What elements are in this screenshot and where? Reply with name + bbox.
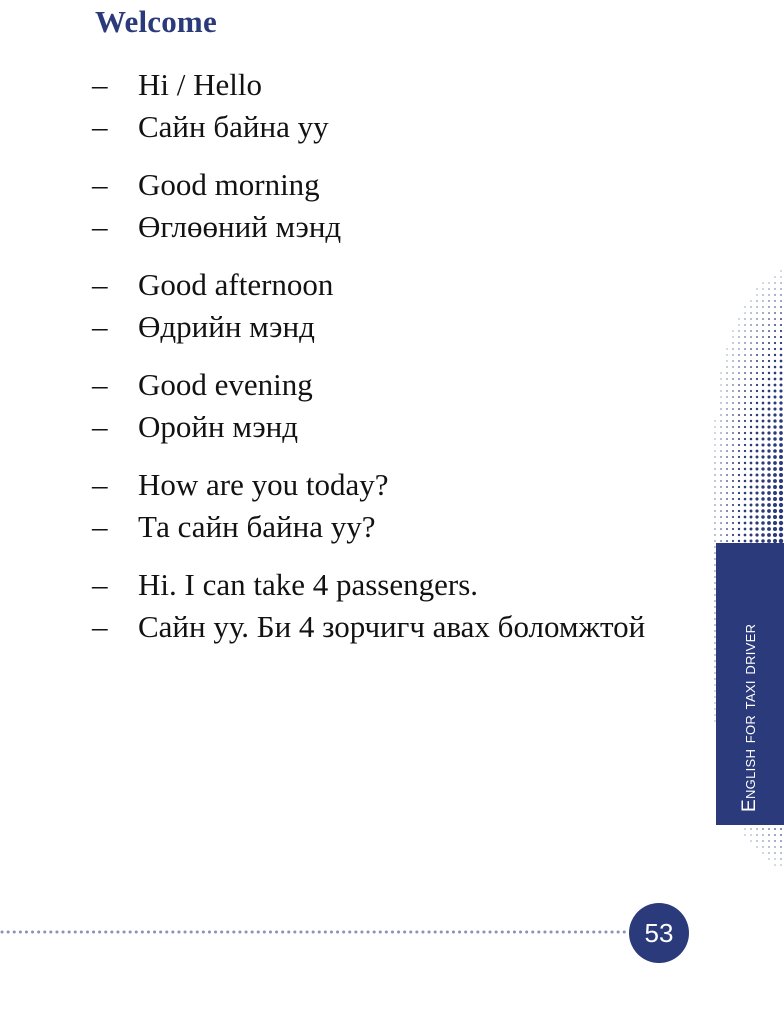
mongolian-phrase bbox=[92, 106, 674, 148]
mongolian-phrase bbox=[92, 606, 674, 648]
english-phrase bbox=[92, 564, 674, 606]
phrase-pair bbox=[92, 264, 674, 348]
page-title: Welcome bbox=[95, 4, 217, 39]
english-phrase bbox=[92, 264, 674, 306]
dotted-rule bbox=[0, 929, 628, 935]
dash-marker: – bbox=[92, 609, 108, 644]
mongolian-phrase-text: Өглөөний мэнд bbox=[138, 209, 342, 244]
english-phrase-text: Hi. I can take 4 passengers. bbox=[138, 567, 479, 602]
mongolian-phrase-text: Оройн мэнд bbox=[138, 409, 298, 444]
mongolian-phrase bbox=[92, 406, 674, 448]
phrase-pair bbox=[92, 364, 674, 448]
mongolian-phrase-text: Өдрийн мэнд bbox=[138, 309, 315, 344]
english-phrase-text: Good evening bbox=[138, 367, 313, 402]
page-number-badge: 53 bbox=[629, 903, 689, 963]
english-phrase-text: Good afternoon bbox=[138, 267, 334, 302]
english-phrase bbox=[92, 164, 674, 206]
english-phrase-text: Good morning bbox=[138, 167, 320, 202]
phrase-pair bbox=[92, 64, 674, 148]
side-tab-label: English for taxi driver bbox=[739, 623, 760, 812]
mongolian-phrase-text: Сайн уу. Би 4 зорчигч авах боломжтой bbox=[138, 609, 646, 644]
english-phrase-text: Hi / Hello bbox=[138, 67, 262, 102]
mongolian-phrase-text: Та сайн байна уу? bbox=[138, 509, 376, 544]
dash-marker: – bbox=[92, 467, 108, 502]
dash-marker: – bbox=[92, 309, 108, 344]
dash-marker: – bbox=[92, 109, 108, 144]
english-phrase bbox=[92, 364, 674, 406]
dash-marker: – bbox=[92, 67, 108, 102]
phrase-pair bbox=[92, 164, 674, 248]
dash-marker: – bbox=[92, 167, 108, 202]
dash-marker: – bbox=[92, 567, 108, 602]
mongolian-phrase bbox=[92, 506, 674, 548]
dash-marker: – bbox=[92, 509, 108, 544]
english-phrase bbox=[92, 464, 674, 506]
phrase-list bbox=[92, 64, 674, 664]
dash-marker: – bbox=[92, 409, 108, 444]
mongolian-phrase bbox=[92, 306, 674, 348]
english-phrase bbox=[92, 64, 674, 106]
dash-marker: – bbox=[92, 209, 108, 244]
mongolian-phrase bbox=[92, 206, 674, 248]
phrase-pair bbox=[92, 464, 674, 548]
dash-marker: – bbox=[92, 267, 108, 302]
mongolian-phrase-text: Сайн байна уу bbox=[138, 109, 329, 144]
english-phrase-text: How are you today? bbox=[138, 467, 389, 502]
phrase-pair bbox=[92, 564, 674, 648]
dash-marker: – bbox=[92, 367, 108, 402]
